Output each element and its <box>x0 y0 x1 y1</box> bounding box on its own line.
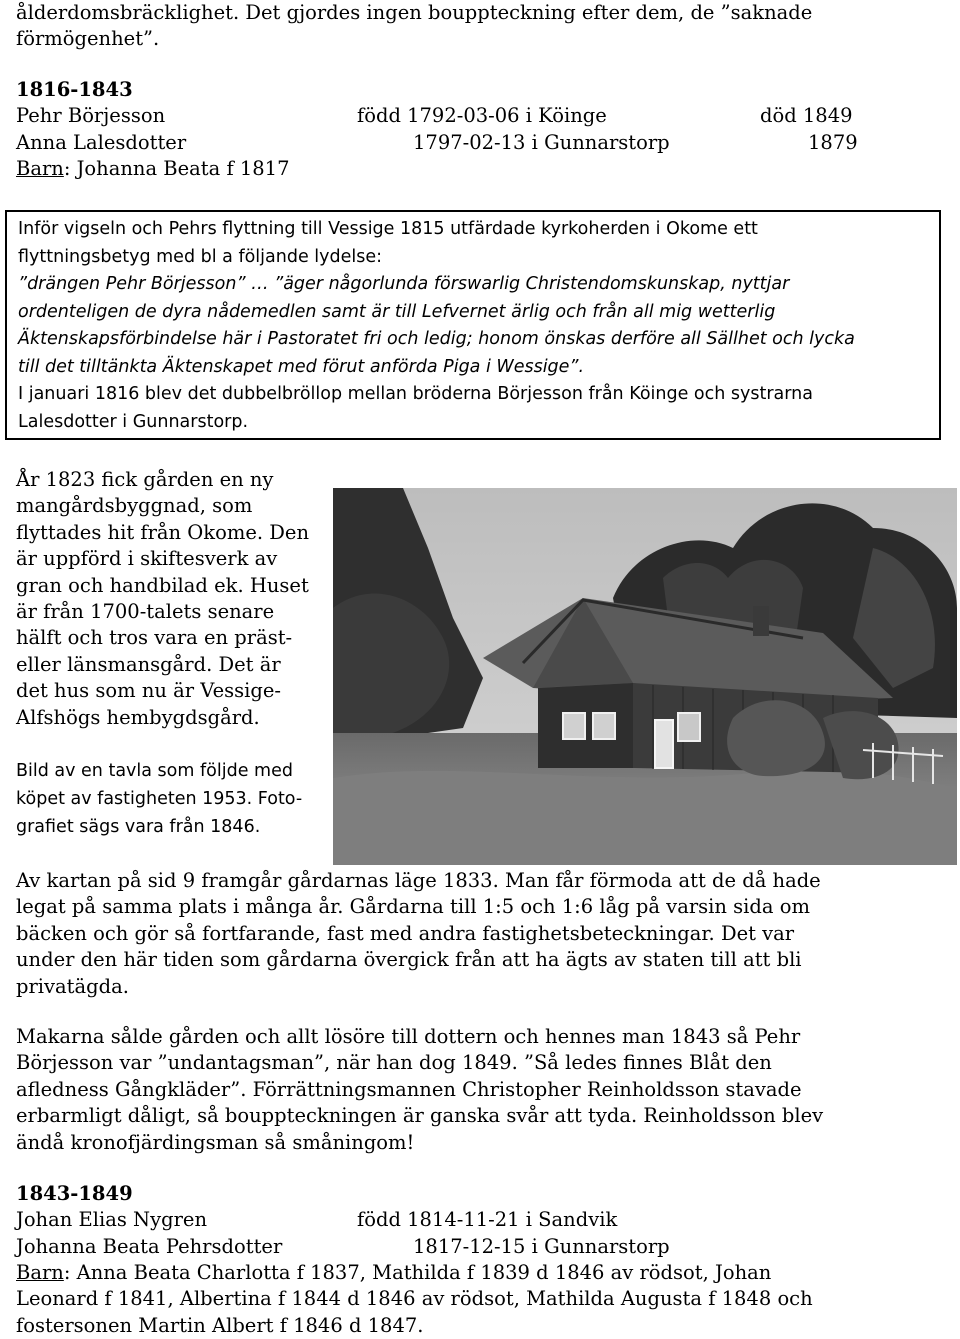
children-block <box>16 1260 944 1339</box>
text-line: Alfshögs hembygdsgård. <box>16 705 260 729</box>
person-born: född 1792-03-06 i Köinge <box>357 104 607 127</box>
period-heading-1843: 1843-1849 <box>16 1182 133 1205</box>
box-quote-line: Äktenskapsförbindelse här i Pastoratet fri och ledig; honom önskas derföre all Sällhet och lycka <box>18 329 855 349</box>
person-name: Johanna Beata Pehrsdotter <box>16 1235 283 1258</box>
children-text: : Johanna Beata f 1817 <box>63 157 290 180</box>
text-line: privatägda. <box>16 974 129 998</box>
text-line: legat på samma plats i många år. Gårdarna till 1:5 och 1:6 låg på varsin sida om <box>16 895 810 919</box>
box-quote-line: till det tilltänkta Äktenskapet med förut anförda Piga i Wessige”. <box>18 356 585 377</box>
text-line: är från 1700-talets senare <box>16 600 275 624</box>
text-line: Av kartan på sid 9 framgår gårdarnas läge 1833. Man får förmoda att de då hade <box>16 869 821 892</box>
person-died: 1879 <box>808 131 858 154</box>
box-line: flyttningsbetyg med bl a följande lydelse: <box>18 246 383 267</box>
text-line: hälft och tros vara en präst- <box>16 626 293 650</box>
text-line: är uppförd i skiftesverk av <box>16 547 278 571</box>
caption-line: köpet av fastigheten 1953. Foto- <box>16 789 303 809</box>
box-quote-line: ordenteligen de dyra nådemedlen samt är till Lefvernet ärlig och från all mig wetterlig <box>18 301 776 322</box>
text-line: gran och handbilad ek. Huset <box>16 573 309 597</box>
text-line: År 1823 fick gården en ny <box>16 468 274 491</box>
text-line: mangårdsbyggnad, som <box>16 494 253 518</box>
person-name: Pehr Börjesson <box>16 104 166 127</box>
children-line: Leonard f 1841, Albertina f 1844 d 1846 av rödsot, Mathilda Augusta f 1848 och <box>16 1287 813 1311</box>
caption-line: Bild av en tavla som följde med <box>16 761 293 781</box>
text-line: ändå kronofjärdingsman så småningom! <box>16 1130 415 1154</box>
period-heading-1816: 1816-1843 <box>16 78 133 101</box>
box-quote-line: ”drängen Pehr Börjesson” … ”äger någorlunda förswarlig Christendomskunskap, nyttjar <box>18 274 790 294</box>
children-line <box>16 156 290 182</box>
text-line: eller länsmansgård. Det är <box>16 652 281 676</box>
house-photo <box>333 488 957 865</box>
text-line: afledness Gångkläder”. Förrättningsmannen Christopher Reinholdsson stavade <box>16 1077 802 1101</box>
text-line: Börjesson var ”undantagsman”, när han dog 1849. ”Så ledes finnes Blåt den <box>16 1051 772 1075</box>
text-line: ålderdomsbräcklighet. Det gjordes ingen bouppteckning efter dem, de ”saknade <box>16 1 813 24</box>
person-died: död 1849 <box>760 104 853 127</box>
box-line: I januari 1816 blev det dubbelbröllop mellan bröderna Börjesson från Köinge och systrarna <box>18 384 813 404</box>
box-line: Lalesdotter i Gunnarstorp. <box>18 411 249 432</box>
text-line: bäcken och gör så fortfarande, fast med andra fastighetsbeteckningar. Det var <box>16 921 795 945</box>
text-line: under den här tiden som gårdarna övergick från att ha ägts av staten till att bli <box>16 948 802 972</box>
children-label: Barn <box>16 157 64 180</box>
map-paragraph <box>16 868 944 1000</box>
children-line <box>16 1260 944 1286</box>
photo-caption <box>16 757 336 841</box>
children-text: : Anna Beata Charlotta f 1837, Mathilda f 1839 d 1846 av rödsot, Johan <box>63 1261 772 1284</box>
person-born: 1817-12-15 i Gunnarstorp <box>413 1235 670 1258</box>
quote-box <box>5 210 941 440</box>
intro-paragraph <box>16 0 944 53</box>
text-line: Makarna sålde gården och allt lösöre till dottern och hennes man 1843 så Pehr <box>16 1025 801 1048</box>
sale-paragraph <box>16 1024 944 1156</box>
person-name: Anna Lalesdotter <box>16 131 187 154</box>
person-born: 1797-02-13 i Gunnarstorp <box>413 131 670 154</box>
box-line: Inför vigseln och Pehrs flyttning till Vessige 1815 utfärdade kyrkoherden i Okome ett <box>18 219 758 239</box>
text-line: förmögenhet”. <box>16 27 160 51</box>
caption-line: grafiet sägs vara från 1846. <box>16 817 261 837</box>
house-description <box>16 467 336 731</box>
text-line: flyttades hit från Okome. Den <box>16 520 310 544</box>
person-born: född 1814-11-21 i Sandvik <box>357 1208 618 1231</box>
children-label: Barn <box>16 1261 64 1284</box>
text-line: det hus som nu är Vessige- <box>16 679 281 703</box>
text-line: erbarmligt dåligt, så bouppteckningen är ganska svår att tyda. Reinholdsson blev <box>16 1104 824 1128</box>
house-photo-drawing <box>333 488 957 865</box>
person-name: Johan Elias Nygren <box>16 1208 208 1231</box>
children-line: fostersonen Martin Albert f 1846 d 1847. <box>16 1313 424 1337</box>
